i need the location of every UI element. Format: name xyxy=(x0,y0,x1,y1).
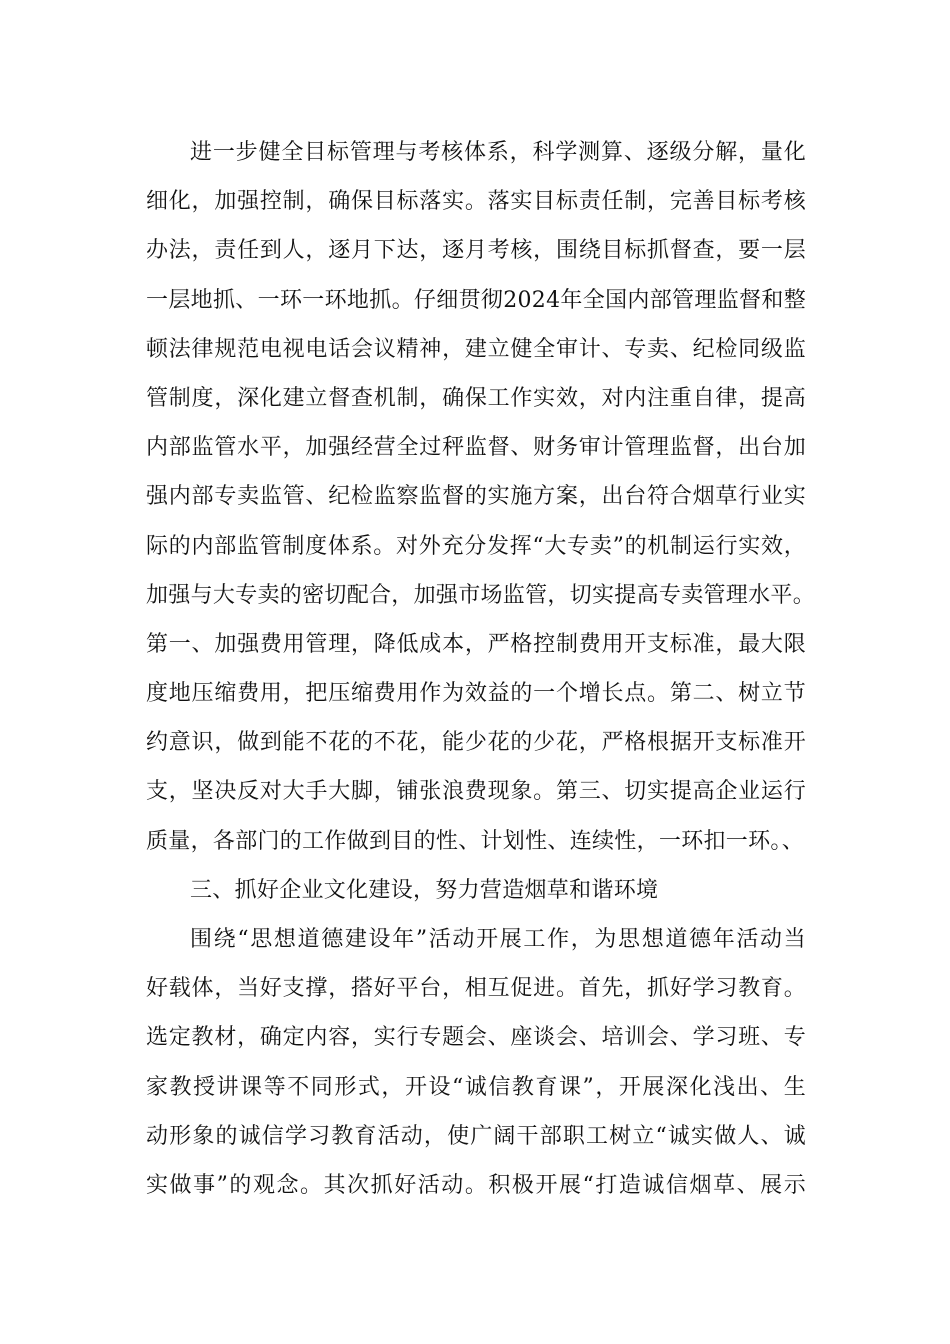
paragraph-line: 度地压缩费用，把压缩费用作为效益的一个增长点。第二、树立节 xyxy=(146,681,806,707)
paragraph-line: 进一步健全目标管理与考核体系，科学测算、逐级分解，量化 xyxy=(190,140,806,165)
paragraph-line: 第一、加强费用管理，降低成本，严格控制费用开支标准，最大限 xyxy=(146,631,806,657)
paragraph-line: 顿法律规范电视电话会议精神，建立健全审计、专卖、纪检同级监 xyxy=(146,336,806,362)
paragraph-line: 家教授讲课等不同形式，开设“诚信教育课”，开展深化浅出、生 xyxy=(146,1074,806,1100)
paragraph-line: 围绕“思想道德建设年”活动开展工作，为思想道德年活动当 xyxy=(190,927,806,952)
paragraph-line: 内部监管水平，加强经营全过秤监督、财务审计管理监督，出台加 xyxy=(146,435,806,461)
section-heading: 三、抓好企业文化建设，努力营造烟草和谐环境 xyxy=(190,877,659,903)
paragraph-line: 加强与大专卖的密切配合，加强市场监管，切实提高专卖管理水平。 xyxy=(146,582,816,608)
paragraph-line: 办法，责任到人，逐月下达，逐月考核，围绕目标抓督查，要一层 xyxy=(146,238,806,264)
paragraph-line: 选定教材，确定内容，实行专题会、座谈会、培训会、学习班、专 xyxy=(146,1025,806,1051)
paragraph-line: 约意识，做到能不花的不花，能少花的少花，严格根据开支标准开 xyxy=(146,730,806,756)
paragraph-line: 一层地抓、一环一环地抓。仔细贯彻2024年全国内部管理监督和整 xyxy=(146,287,806,313)
document-body xyxy=(146,128,816,1210)
paragraph-line: 质量，各部门的工作做到目的性、计划性、连续性，一环扣一环。、 xyxy=(146,828,805,854)
paragraph-line: 际的内部监管制度体系。对外充分发挥“大专卖”的机制运行实效， xyxy=(146,533,806,559)
paragraph-line: 实做事”的观念。其次抓好活动。积极开展“打造诚信烟草、展示 xyxy=(146,1172,806,1198)
paragraph-line: 管制度，深化建立督查机制，确保工作实效，对内注重自律，提高 xyxy=(146,385,806,411)
paragraph-line: 好载体，当好支撑，搭好平台，相互促进。首先，抓好学习教育。 xyxy=(146,976,806,1002)
paragraph-line: 支，坚决反对大手大脚，铺张浪费现象。第三、切实提高企业运行 xyxy=(146,779,806,805)
paragraph-line: 细化，加强控制，确保目标落实。落实目标责任制，完善目标考核 xyxy=(146,189,806,215)
paragraph-line: 动形象的诚信学习教育活动，使广阔干部职工树立“诚实做人、诚 xyxy=(146,1123,806,1149)
paragraph-line: 强内部专卖监管、纪检监察监督的实施方案，出台符合烟草行业实 xyxy=(146,484,806,510)
